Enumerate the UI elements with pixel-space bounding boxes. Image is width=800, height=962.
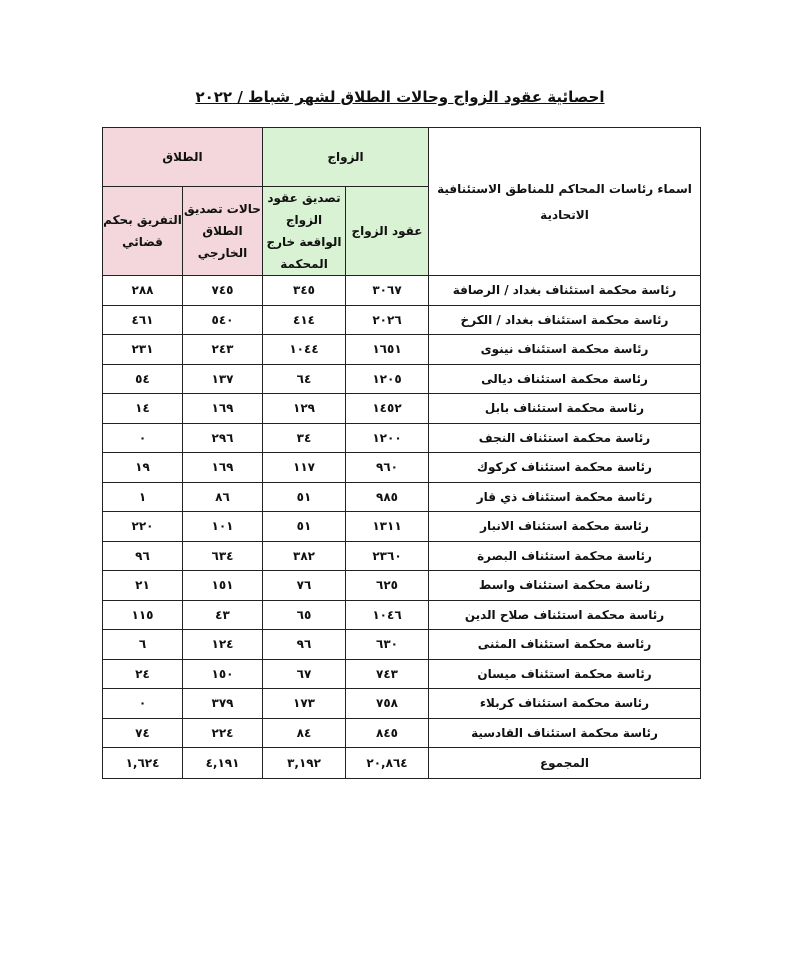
cell-marriage-contracts: ١٢٠٠	[346, 423, 429, 453]
cell-divorce-ratification: ٦٣٤	[183, 541, 263, 571]
table-row	[103, 571, 701, 601]
cell-marriage-ratification: ٦٥	[263, 600, 346, 630]
header-marriage-contracts: عقود الزواج	[346, 187, 429, 276]
table-body	[103, 276, 701, 748]
cell-marriage-ratification: ٥١	[263, 512, 346, 542]
header-divorce-ratification: حالات تصديق الطلاق الخارجي	[183, 187, 263, 276]
total-row	[103, 748, 701, 779]
cell-marriage-ratification: ٣٤	[263, 423, 346, 453]
cell-judicial-separation: ٤٦١	[103, 305, 183, 335]
cell-court-name: رئاسة محكمة استئناف واسط	[429, 571, 701, 601]
cell-marriage-contracts: ٦٢٥	[346, 571, 429, 601]
table-row	[103, 659, 701, 689]
cell-court-name: رئاسة محكمة استئناف نينوى	[429, 335, 701, 365]
cell-marriage-ratification: ٦٤	[263, 364, 346, 394]
cell-marriage-ratification: ٤١٤	[263, 305, 346, 335]
cell-judicial-separation: ٠	[103, 423, 183, 453]
cell-court-name: رئاسة محكمة استئناف النجف	[429, 423, 701, 453]
cell-marriage-ratification: ١٧٣	[263, 689, 346, 719]
cell-marriage-contracts: ١٠٤٦	[346, 600, 429, 630]
cell-court-name: رئاسة محكمة استئناف المثنى	[429, 630, 701, 660]
cell-marriage-ratification: ٧٦	[263, 571, 346, 601]
table-row	[103, 305, 701, 335]
cell-divorce-ratification: ١٥١	[183, 571, 263, 601]
total-marriage-ratification: ٣,١٩٢	[263, 748, 346, 779]
cell-divorce-ratification: ١٦٩	[183, 394, 263, 424]
cell-judicial-separation: ٦	[103, 630, 183, 660]
cell-court-name: رئاسة محكمة استئناف صلاح الدين	[429, 600, 701, 630]
cell-court-name: رئاسة محكمة استئناف بغداد / الكرخ	[429, 305, 701, 335]
header-court-names: اسماء رئاسات المحاكم للمناطق الاستئنافية الاتحادية	[429, 128, 701, 276]
cell-marriage-contracts: ٦٣٠	[346, 630, 429, 660]
header-marriage-ratification: تصديق عقود الزواج الواقعة خارج المحكمة	[263, 187, 346, 276]
cell-judicial-separation: ٢١	[103, 571, 183, 601]
cell-judicial-separation: ١٤	[103, 394, 183, 424]
cell-marriage-contracts: ٧٤٣	[346, 659, 429, 689]
cell-court-name: رئاسة محكمة استئناف ميسان	[429, 659, 701, 689]
cell-marriage-ratification: ٨٤	[263, 718, 346, 748]
cell-divorce-ratification: ٥٤٠	[183, 305, 263, 335]
cell-marriage-contracts: ١٢٠٥	[346, 364, 429, 394]
cell-divorce-ratification: ١٣٧	[183, 364, 263, 394]
header-divorce-group: الطلاق	[103, 128, 263, 187]
cell-court-name: رئاسة محكمة استئناف ذي قار	[429, 482, 701, 512]
total-judicial-separation: ١,٦٢٤	[103, 748, 183, 779]
cell-marriage-contracts: ٢٣٦٠	[346, 541, 429, 571]
table-row	[103, 689, 701, 719]
table-row	[103, 541, 701, 571]
cell-court-name: رئاسة محكمة استئناف ديالى	[429, 364, 701, 394]
cell-divorce-ratification: ١٦٩	[183, 453, 263, 483]
cell-marriage-ratification: ١٢٩	[263, 394, 346, 424]
cell-marriage-contracts: ١٣١١	[346, 512, 429, 542]
cell-court-name: رئاسة محكمة استئناف القادسية	[429, 718, 701, 748]
cell-judicial-separation: ٢٨٨	[103, 276, 183, 306]
cell-marriage-contracts: ١٤٥٢	[346, 394, 429, 424]
cell-marriage-contracts: ١٦٥١	[346, 335, 429, 365]
table-row	[103, 423, 701, 453]
cell-judicial-separation: ٢٣١	[103, 335, 183, 365]
statistics-table	[102, 127, 701, 779]
cell-marriage-ratification: ٦٧	[263, 659, 346, 689]
cell-marriage-ratification: ١٠٤٤	[263, 335, 346, 365]
cell-judicial-separation: ٢٤	[103, 659, 183, 689]
cell-divorce-ratification: ١٠١	[183, 512, 263, 542]
cell-divorce-ratification: ٣٧٩	[183, 689, 263, 719]
cell-marriage-contracts: ٩٨٥	[346, 482, 429, 512]
cell-court-name: رئاسة محكمة استئناف بغداد / الرصافة	[429, 276, 701, 306]
table-row	[103, 600, 701, 630]
cell-judicial-separation: ٢٢٠	[103, 512, 183, 542]
cell-marriage-ratification: ٩٦	[263, 630, 346, 660]
cell-judicial-separation: ١٩	[103, 453, 183, 483]
cell-divorce-ratification: ٧٤٥	[183, 276, 263, 306]
cell-court-name: رئاسة محكمة استئناف بابل	[429, 394, 701, 424]
cell-divorce-ratification: ٢٩٦	[183, 423, 263, 453]
cell-court-name: رئاسة محكمة استئناف كركوك	[429, 453, 701, 483]
table-row	[103, 335, 701, 365]
cell-marriage-contracts: ٨٤٥	[346, 718, 429, 748]
page-title: احصائية عقود الزواج وحالات الطلاق لشهر شباط / ٢٠٢٢	[195, 88, 605, 106]
cell-court-name: رئاسة محكمة استئناف البصرة	[429, 541, 701, 571]
cell-marriage-ratification: ٣٨٢	[263, 541, 346, 571]
cell-divorce-ratification: ١٥٠	[183, 659, 263, 689]
cell-judicial-separation: ٥٤	[103, 364, 183, 394]
total-label: المجموع	[429, 748, 701, 779]
cell-marriage-ratification: ٥١	[263, 482, 346, 512]
cell-judicial-separation: ٩٦	[103, 541, 183, 571]
cell-divorce-ratification: ١٢٤	[183, 630, 263, 660]
table-row	[103, 512, 701, 542]
header-marriage-group: الزواج	[263, 128, 429, 187]
cell-judicial-separation: ٠	[103, 689, 183, 719]
cell-court-name: رئاسة محكمة استئناف كربلاء	[429, 689, 701, 719]
cell-marriage-contracts: ٧٥٨	[346, 689, 429, 719]
cell-marriage-contracts: ٩٦٠	[346, 453, 429, 483]
cell-divorce-ratification: ٢٤٣	[183, 335, 263, 365]
cell-judicial-separation: ١	[103, 482, 183, 512]
total-divorce-ratification: ٤,١٩١	[183, 748, 263, 779]
cell-judicial-separation: ١١٥	[103, 600, 183, 630]
cell-court-name: رئاسة محكمة استئناف الانبار	[429, 512, 701, 542]
table-row	[103, 364, 701, 394]
table-row	[103, 394, 701, 424]
table-row	[103, 276, 701, 306]
cell-marriage-contracts: ٢٠٢٦	[346, 305, 429, 335]
table-row	[103, 482, 701, 512]
header-judicial-separation: التفريق بحكم قضائي	[103, 187, 183, 276]
cell-divorce-ratification: ٢٢٤	[183, 718, 263, 748]
total-marriage-contracts: ٢٠,٨٦٤	[346, 748, 429, 779]
cell-marriage-ratification: ١١٧	[263, 453, 346, 483]
table-row	[103, 453, 701, 483]
table-row	[103, 630, 701, 660]
cell-marriage-ratification: ٣٤٥	[263, 276, 346, 306]
table-row	[103, 718, 701, 748]
cell-marriage-contracts: ٣٠٦٧	[346, 276, 429, 306]
cell-divorce-ratification: ٤٣	[183, 600, 263, 630]
cell-divorce-ratification: ٨٦	[183, 482, 263, 512]
cell-judicial-separation: ٧٤	[103, 718, 183, 748]
